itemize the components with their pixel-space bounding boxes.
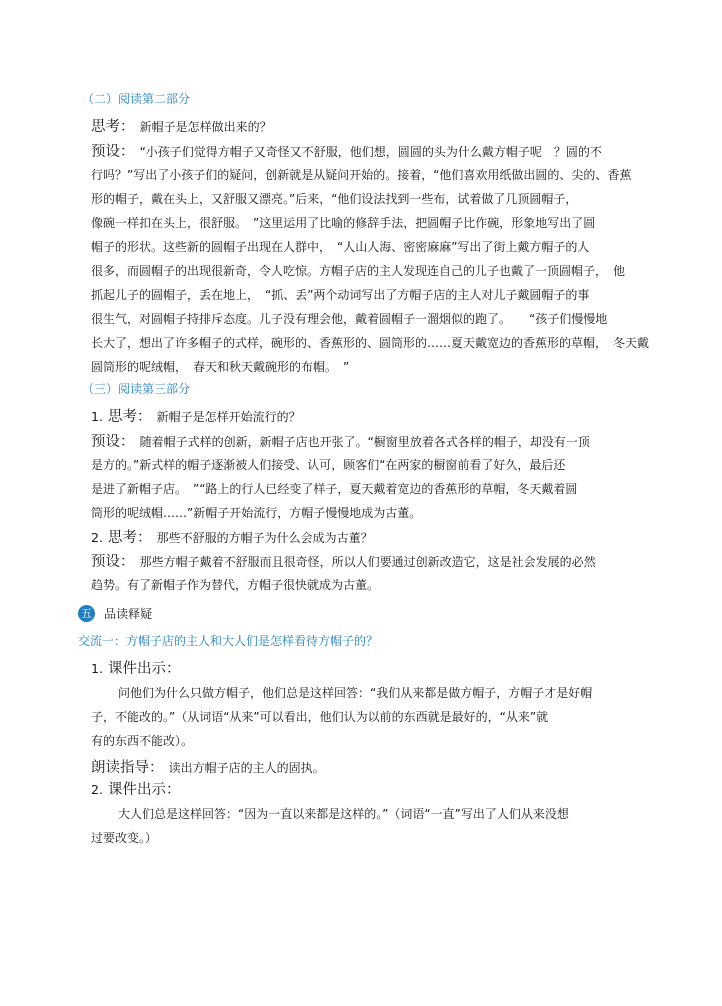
preset-label: 预设： xyxy=(91,554,135,570)
courseware-row-1 xyxy=(91,659,181,678)
think-label: 思考： xyxy=(108,530,152,546)
courseware-row-2 xyxy=(91,780,181,799)
item-number: 1. xyxy=(91,661,103,676)
section-heading-5 xyxy=(78,604,152,623)
section-title: 品读释疑 xyxy=(104,607,153,621)
preset-line: 是方的。”新式样的帽子逐渐被人们接受、认可，顾客们“在两家的橱窗前看了好久，最后还 xyxy=(91,458,566,472)
item-number: 2. xyxy=(91,782,103,797)
courseware-label: 课件出示： xyxy=(108,782,181,798)
item-number: 2. xyxy=(91,530,103,545)
think-row-2 xyxy=(91,117,272,136)
preset-line: 形的帽子，戴在头上，又舒服又漂亮。”后来，“他们设法找到一些布，试着做了几顶圆帽子， xyxy=(91,192,578,206)
section-heading-3: （三）阅读第三部分 xyxy=(82,382,191,396)
preset-line: 像碗一样扣在头上，很舒服。 ”这里运用了比喻的修辞手法，把圆帽子比作碗，形象地写出了圆 xyxy=(91,216,596,230)
preset-line: “小孩子们觉得方帽子又奇怪又不舒服，他们想，圆圆的头为什么戴方帽子呢 ？圆的不 xyxy=(139,145,602,159)
preset-line: 长大了，想出了许多帽子的式样，碗形的、香蕉形的、圆筒形的……夏天戴宽边的香蕉形的草帽， 冬天戴 xyxy=(91,336,650,350)
reading-guide-row xyxy=(91,758,325,777)
courseware-line: 大人们总是这样回答：“因为一直以来都是这样的。”（词语“一直”写出了人们从来没想 xyxy=(118,807,569,821)
section-number-badge: 五 xyxy=(78,605,95,622)
preset-line: 是进了新帽子店。 ”“路上的行人已经变了样子，夏天戴着宽边的香蕉形的草帽，冬天戴着圆 xyxy=(91,482,578,496)
reading-guide-label: 朗读指导： xyxy=(91,760,164,776)
section-heading-2: （二）阅读第二部分 xyxy=(82,92,191,106)
exchange-heading: 交流一：方帽子店的主人和大人们是怎样看待方帽子的？ xyxy=(78,634,379,648)
preset-line: 很生气，对圆帽子持排斥态度。儿子没有理会他，戴着圆帽子一溜烟似的跑了。 “孩子们慢慢地 xyxy=(91,312,608,326)
think-question: 那些不舒服的方帽子为什么会成为古董？ xyxy=(156,531,373,545)
courseware-line: 问他们为什么只做方帽子，他们总是这样回答：“我们从来都是做方帽子，方帽子才是好帽 xyxy=(118,686,593,700)
preset-row-3-1 xyxy=(91,432,590,451)
preset-line: 很多，而圆帽子的出现很新奇，令人吃惊。方帽子店的主人发现连自己的儿子也戴了一顶圆帽子， 他 xyxy=(91,264,626,278)
preset-row-2 xyxy=(91,142,602,161)
preset-label: 预设： xyxy=(91,434,135,450)
courseware-label: 课件出示： xyxy=(108,661,181,677)
preset-line: 抓起儿子的圆帽子，丢在地上， “抓、丢”两个动词写出了方帽子店的主人对儿子戴圆帽子的事 xyxy=(91,288,590,302)
think-question: 新帽子是怎样做出来的？ xyxy=(139,120,272,134)
preset-line: 圆筒形的呢绒帽， 春天和秋天戴碗形的布帽。 ” xyxy=(91,360,350,374)
preset-row-3-2 xyxy=(91,552,596,571)
preset-line: 随着帽子式样的创新，新帽子店也开张了。“橱窗里放着各式各样的帽子，却没有一顶 xyxy=(139,435,590,449)
reading-guide-text: 读出方帽子店的主人的固执。 xyxy=(168,761,325,775)
preset-line: 帽子的形状。这些新的圆帽子出现在人群中， “人山人海、密密麻麻”写出了街上戴方帽子的人 xyxy=(91,240,590,254)
preset-line: 那些方帽子戴着不舒服而且很奇怪，所以人们要通过创新改造它，这是社会发展的必然 xyxy=(139,555,596,569)
think-label: 思考： xyxy=(91,119,135,135)
think-question: 新帽子是怎样开始流行的？ xyxy=(156,410,301,424)
think-row-3-2 xyxy=(91,528,373,547)
preset-line: 行吗？”写出了小孩子们的疑问，创新就是从疑问开始的。接着，“他们喜欢用纸做出圆的、尖的、香蕉 xyxy=(91,168,632,182)
think-row-3-1 xyxy=(91,407,301,426)
preset-line: 筒形的呢绒帽……”新帽子开始流行，方帽子慢慢地成为古董。 xyxy=(91,506,422,520)
courseware-line: 子，不能改的。”（从词语“从来”可以看出，他们认为以前的东西就是最好的，“从来”就 xyxy=(91,710,549,724)
item-number: 1. xyxy=(91,409,103,424)
think-label: 思考： xyxy=(108,409,152,425)
preset-line: 趋势。有了新帽子作为替代，方帽子很快就成为古董。 xyxy=(91,578,380,592)
courseware-line: 过要改变。） xyxy=(91,831,158,845)
preset-label: 预设： xyxy=(91,144,135,160)
courseware-line: 有的东西不能改）。 xyxy=(91,734,194,748)
